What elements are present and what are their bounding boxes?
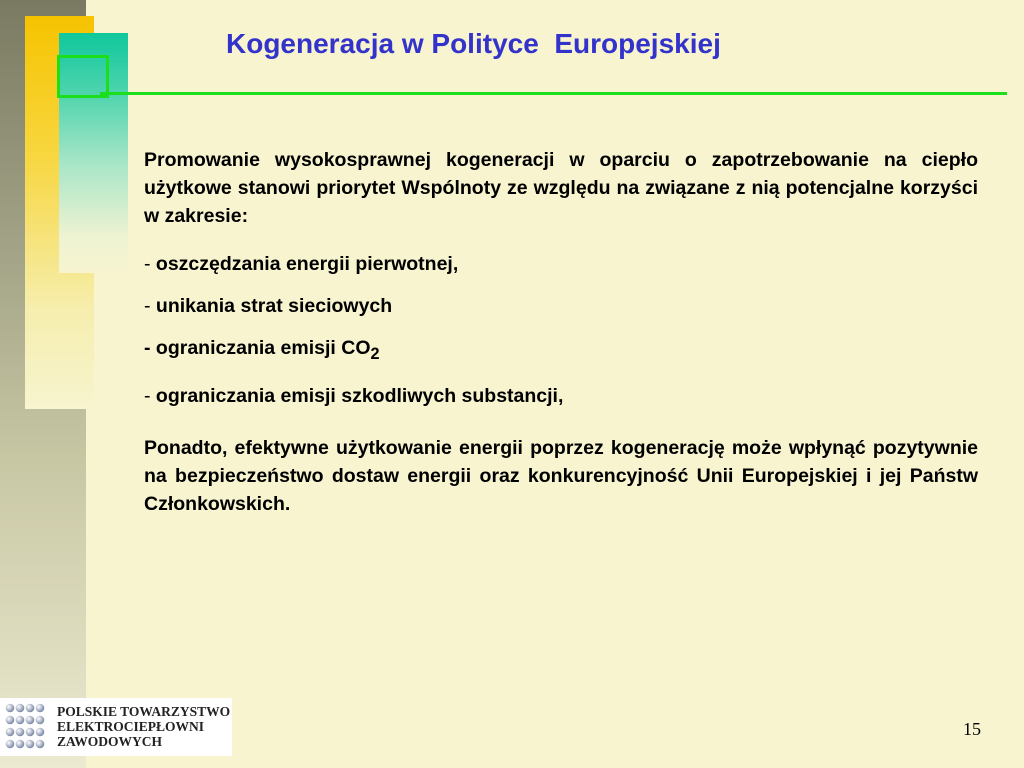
- logo-text: [57, 704, 230, 749]
- bullet-subscript: 2: [370, 344, 380, 363]
- slide-content: [144, 146, 978, 518]
- bullet-dash: -: [144, 337, 156, 359]
- bullet-text: ograniczania emisji CO: [155, 337, 371, 359]
- organization-logo: [0, 698, 232, 756]
- bullet-list: [144, 250, 978, 410]
- title-underline: [100, 92, 1007, 95]
- bullet-dash: -: [144, 295, 156, 317]
- bullet-text: ograniczania emisji szkodliwych substancji,: [155, 384, 564, 407]
- logo-line: ELEKTROCIEPŁOWNI: [57, 719, 205, 734]
- bullet-text: oszczędzania energii pierwotnej,: [155, 253, 459, 275]
- logo-line: POLSKIE TOWARZYSTWO: [57, 704, 231, 719]
- bullet-item: [144, 250, 978, 278]
- dots-logo-icon: [4, 702, 50, 752]
- slide-title: Kogeneracja w Polityce Europejskiej: [226, 28, 721, 59]
- bullet-item: [144, 292, 978, 320]
- intro-paragraph: Promowanie wysokosprawnej kogeneracji w oparciu o zapotrzebowanie na ciepło użytkowe stanowi priorytet Wspólnoty ze względu na związane z nią potencjalne korzyści w zakresie:: [144, 149, 978, 227]
- bullet-item: [144, 334, 978, 368]
- bullet-item: [144, 382, 978, 410]
- bullet-dash: -: [144, 253, 156, 275]
- page-number: 15: [963, 719, 981, 739]
- bullet-text: unikania strat sieciowych: [155, 295, 393, 317]
- bullet-dash: -: [144, 384, 156, 407]
- closing-paragraph: Ponadto, efektywne użytkowanie energii poprzez kogenerację może wpłynąć pozytywnie na bezpieczeństwo dostaw energii oraz konkurencyjność Unii Europejskiej i jej Państw Członkowskich.: [144, 436, 978, 515]
- logo-line: ZAWODOWYCH: [57, 734, 163, 749]
